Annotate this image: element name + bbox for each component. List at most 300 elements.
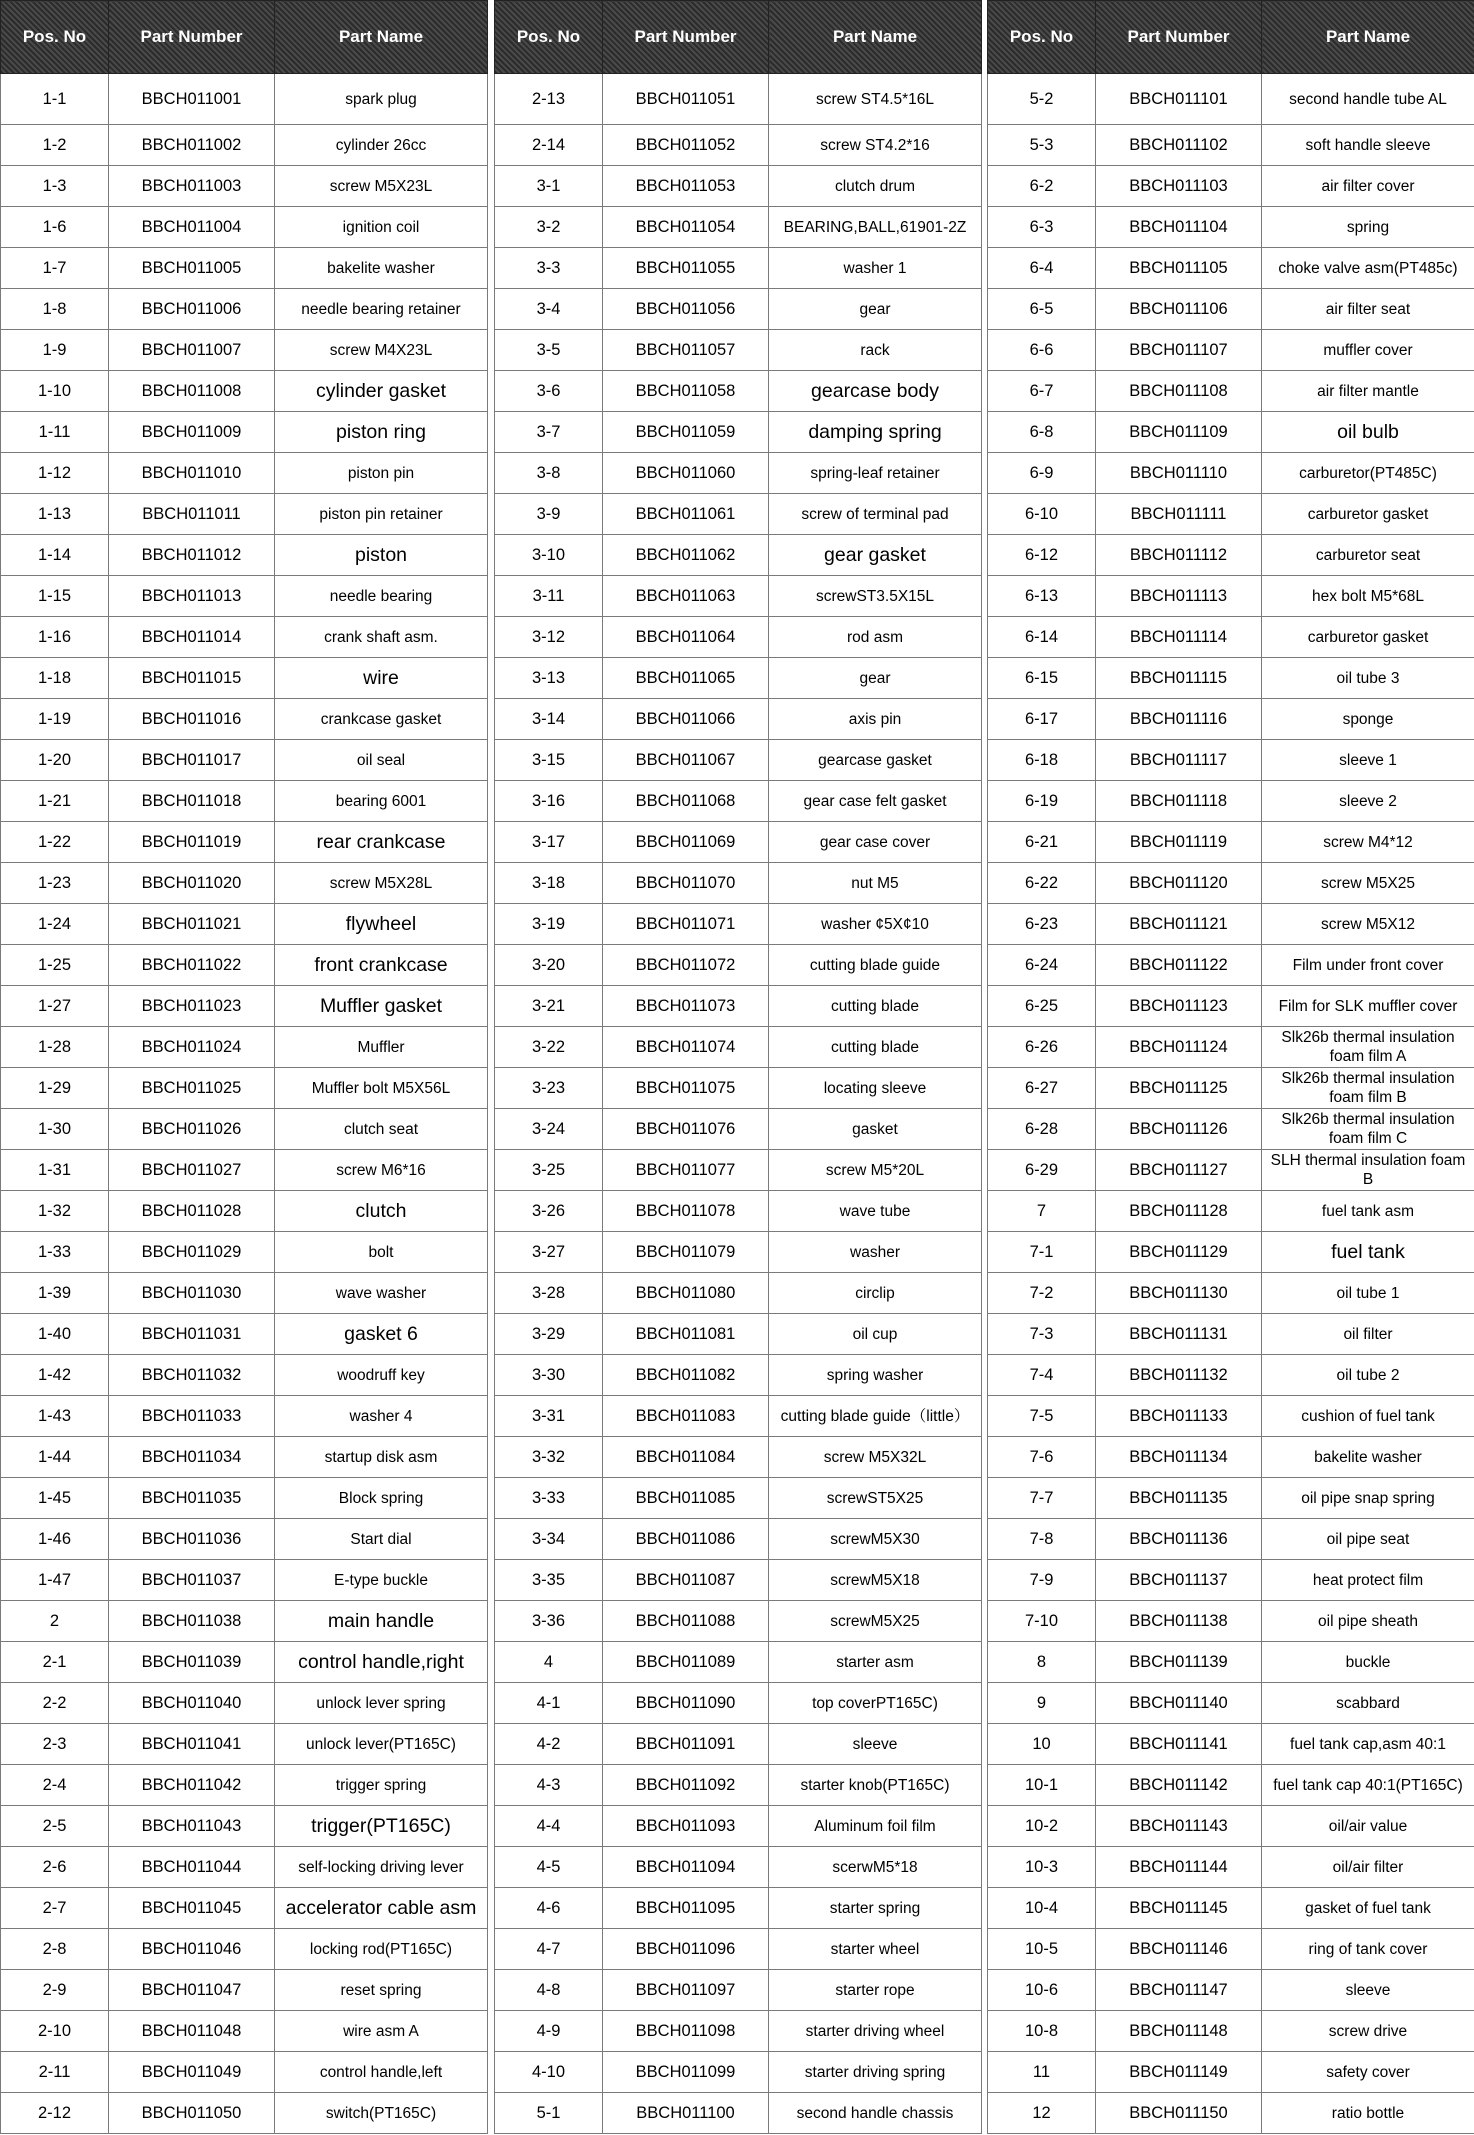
part-name-cell: safety cover — [1262, 2052, 1474, 2093]
table-row — [495, 822, 982, 863]
table-row — [495, 658, 982, 699]
table-row — [988, 1027, 1474, 1068]
pos-no-cell: 10-1 — [988, 1765, 1096, 1806]
pos-no-cell: 2-2 — [1, 1683, 109, 1724]
part-number-cell: BBCH011034 — [109, 1437, 275, 1478]
part-name-cell: sleeve — [1262, 1970, 1474, 2011]
part-number-cell: BBCH011142 — [1096, 1765, 1262, 1806]
part-name-cell: gearcase gasket — [769, 740, 982, 781]
part-number-cell: BBCH011073 — [603, 986, 769, 1027]
part-number-cell: BBCH011009 — [109, 412, 275, 453]
pos-no-cell: 11 — [988, 2052, 1096, 2093]
pos-no-cell: 4-6 — [495, 1888, 603, 1929]
part-name-cell: starter knob(PT165C) — [769, 1765, 982, 1806]
part-name-cell: E-type buckle — [275, 1560, 488, 1601]
table-row — [495, 2093, 982, 2134]
part-number-cell: BBCH011089 — [603, 1642, 769, 1683]
part-name-cell: sleeve 1 — [1262, 740, 1474, 781]
header-part-number: Part Number — [109, 1, 275, 74]
table-row — [495, 330, 982, 371]
part-number-cell: BBCH011086 — [603, 1519, 769, 1560]
part-number-cell: BBCH011011 — [109, 494, 275, 535]
table-row — [1, 1437, 488, 1478]
part-number-cell: BBCH011004 — [109, 207, 275, 248]
table-row — [495, 289, 982, 330]
part-number-cell: BBCH011053 — [603, 166, 769, 207]
part-number-cell: BBCH011120 — [1096, 863, 1262, 904]
part-name-cell: washer ¢5X¢10 — [769, 904, 982, 945]
part-name-cell: screw M6*16 — [275, 1150, 488, 1191]
table-row — [1, 1068, 488, 1109]
part-name-cell: screwST5X25 — [769, 1478, 982, 1519]
part-name-cell: washer 4 — [275, 1396, 488, 1437]
part-name-cell: air filter mantle — [1262, 371, 1474, 412]
table-row — [1, 1109, 488, 1150]
part-name-cell: screw M5X28L — [275, 863, 488, 904]
part-number-cell: BBCH011070 — [603, 863, 769, 904]
table-row — [1, 1642, 488, 1683]
pos-no-cell: 2 — [1, 1601, 109, 1642]
part-name-cell: cylinder gasket — [275, 371, 488, 412]
table-row — [495, 74, 982, 125]
pos-no-cell: 2-6 — [1, 1847, 109, 1888]
table-row — [495, 1765, 982, 1806]
pos-no-cell: 1-32 — [1, 1191, 109, 1232]
part-number-cell: BBCH011083 — [603, 1396, 769, 1437]
part-number-cell: BBCH011081 — [603, 1314, 769, 1355]
pos-no-cell: 3-23 — [495, 1068, 603, 1109]
pos-no-cell: 10-3 — [988, 1847, 1096, 1888]
table-row — [495, 1683, 982, 1724]
part-number-cell: BBCH011098 — [603, 2011, 769, 2052]
parts-table-3 — [987, 0, 1474, 2134]
pos-no-cell: 2-8 — [1, 1929, 109, 1970]
part-name-cell: washer — [769, 1232, 982, 1273]
part-number-cell: BBCH011001 — [109, 74, 275, 125]
part-name-cell: flywheel — [275, 904, 488, 945]
part-number-cell: BBCH011095 — [603, 1888, 769, 1929]
pos-no-cell: 6-18 — [988, 740, 1096, 781]
part-number-cell: BBCH011010 — [109, 453, 275, 494]
pos-no-cell: 3-6 — [495, 371, 603, 412]
pos-no-cell: 1-7 — [1, 248, 109, 289]
table-row — [1, 658, 488, 699]
part-name-cell: starter driving spring — [769, 2052, 982, 2093]
part-name-cell: choke valve asm(PT485c) — [1262, 248, 1474, 289]
part-number-cell: BBCH011102 — [1096, 125, 1262, 166]
part-number-cell: BBCH011087 — [603, 1560, 769, 1601]
part-number-cell: BBCH011122 — [1096, 945, 1262, 986]
part-name-cell: screw M5X12 — [1262, 904, 1474, 945]
table-row — [988, 1150, 1474, 1191]
part-number-cell: BBCH011061 — [603, 494, 769, 535]
part-name-cell: trigger spring — [275, 1765, 488, 1806]
part-number-cell: BBCH011119 — [1096, 822, 1262, 863]
part-number-cell: BBCH011007 — [109, 330, 275, 371]
table-row — [988, 535, 1474, 576]
part-number-cell: BBCH011021 — [109, 904, 275, 945]
part-name-cell: circlip — [769, 1273, 982, 1314]
table-row — [495, 1806, 982, 1847]
table-row — [988, 1970, 1474, 2011]
table-row — [988, 1355, 1474, 1396]
part-name-cell: fuel tank cap,asm 40:1 — [1262, 1724, 1474, 1765]
table-row — [988, 2093, 1474, 2134]
part-name-cell: screw M5X25 — [1262, 863, 1474, 904]
header-part-number: Part Number — [1096, 1, 1262, 74]
table-row — [988, 986, 1474, 1027]
pos-no-cell: 2-11 — [1, 2052, 109, 2093]
table-row — [495, 1232, 982, 1273]
part-number-cell: BBCH011093 — [603, 1806, 769, 1847]
pos-no-cell: 9 — [988, 1683, 1096, 1724]
table-row — [1, 1232, 488, 1273]
pos-no-cell: 1-24 — [1, 904, 109, 945]
part-number-cell: BBCH011048 — [109, 2011, 275, 2052]
table-row — [988, 945, 1474, 986]
part-number-cell: BBCH011038 — [109, 1601, 275, 1642]
part-number-cell: BBCH011049 — [109, 2052, 275, 2093]
table-row — [1, 535, 488, 576]
pos-no-cell: 3-34 — [495, 1519, 603, 1560]
table-row — [988, 1683, 1474, 1724]
table-row — [988, 1478, 1474, 1519]
part-number-cell: BBCH011139 — [1096, 1642, 1262, 1683]
table-row — [495, 1273, 982, 1314]
pos-no-cell: 3-18 — [495, 863, 603, 904]
part-name-cell: screw M4X23L — [275, 330, 488, 371]
part-name-cell: spring-leaf retainer — [769, 453, 982, 494]
part-number-cell: BBCH011033 — [109, 1396, 275, 1437]
pos-no-cell: 3-26 — [495, 1191, 603, 1232]
pos-no-cell: 10 — [988, 1724, 1096, 1765]
part-number-cell: BBCH011133 — [1096, 1396, 1262, 1437]
part-name-cell: spring washer — [769, 1355, 982, 1396]
pos-no-cell: 10-2 — [988, 1806, 1096, 1847]
part-number-cell: BBCH011015 — [109, 658, 275, 699]
pos-no-cell: 10-6 — [988, 1970, 1096, 2011]
header-part-name: Part Name — [769, 1, 982, 74]
part-number-cell: BBCH011141 — [1096, 1724, 1262, 1765]
part-number-cell: BBCH011113 — [1096, 576, 1262, 617]
table-row — [495, 1642, 982, 1683]
pos-no-cell: 3-4 — [495, 289, 603, 330]
part-number-cell: BBCH011143 — [1096, 1806, 1262, 1847]
part-number-cell: BBCH011147 — [1096, 1970, 1262, 2011]
part-name-cell: switch(PT165C) — [275, 2093, 488, 2134]
part-number-cell: BBCH011126 — [1096, 1109, 1262, 1150]
pos-no-cell: 1-30 — [1, 1109, 109, 1150]
table-row — [1, 1314, 488, 1355]
part-number-cell: BBCH011056 — [603, 289, 769, 330]
table-row — [495, 412, 982, 453]
part-name-cell: gasket of fuel tank — [1262, 1888, 1474, 1929]
pos-no-cell: 4 — [495, 1642, 603, 1683]
pos-no-cell: 10-8 — [988, 2011, 1096, 2052]
part-number-cell: BBCH011029 — [109, 1232, 275, 1273]
part-number-cell: BBCH011050 — [109, 2093, 275, 2134]
table-row — [988, 1068, 1474, 1109]
table-row — [1, 1519, 488, 1560]
table-row — [1, 1191, 488, 1232]
pos-no-cell: 3-12 — [495, 617, 603, 658]
pos-no-cell: 3-15 — [495, 740, 603, 781]
table-row — [1, 330, 488, 371]
table-row — [988, 1109, 1474, 1150]
pos-no-cell: 7-4 — [988, 1355, 1096, 1396]
part-number-cell: BBCH011149 — [1096, 2052, 1262, 2093]
pos-no-cell: 2-7 — [1, 1888, 109, 1929]
part-name-cell: scerwM5*18 — [769, 1847, 982, 1888]
pos-no-cell: 6-10 — [988, 494, 1096, 535]
part-name-cell: wire — [275, 658, 488, 699]
part-number-cell: BBCH011112 — [1096, 535, 1262, 576]
part-number-cell: BBCH011005 — [109, 248, 275, 289]
part-name-cell: nut M5 — [769, 863, 982, 904]
part-number-cell: BBCH011019 — [109, 822, 275, 863]
part-number-cell: BBCH011036 — [109, 1519, 275, 1560]
part-name-cell: screwM5X30 — [769, 1519, 982, 1560]
part-name-cell: second handle tube AL — [1262, 74, 1474, 125]
pos-no-cell: 1-16 — [1, 617, 109, 658]
part-number-cell: BBCH011106 — [1096, 289, 1262, 330]
part-name-cell: starter wheel — [769, 1929, 982, 1970]
table-row — [988, 740, 1474, 781]
part-name-cell: gear — [769, 289, 982, 330]
pos-no-cell: 1-23 — [1, 863, 109, 904]
pos-no-cell: 3-1 — [495, 166, 603, 207]
table-row — [1, 781, 488, 822]
table-row — [1, 1970, 488, 2011]
part-number-cell: BBCH011042 — [109, 1765, 275, 1806]
part-number-cell: BBCH011058 — [603, 371, 769, 412]
part-number-cell: BBCH011129 — [1096, 1232, 1262, 1273]
pos-no-cell: 4-7 — [495, 1929, 603, 1970]
pos-no-cell: 3-30 — [495, 1355, 603, 1396]
part-number-cell: BBCH011101 — [1096, 74, 1262, 125]
part-name-cell: cylinder 26cc — [275, 125, 488, 166]
table-row — [495, 248, 982, 289]
part-number-cell: BBCH011062 — [603, 535, 769, 576]
pos-no-cell: 3-8 — [495, 453, 603, 494]
part-name-cell: gear case felt gasket — [769, 781, 982, 822]
table-row — [1, 494, 488, 535]
table-row — [495, 1396, 982, 1437]
part-number-cell: BBCH011018 — [109, 781, 275, 822]
part-name-cell: Muffler gasket — [275, 986, 488, 1027]
part-name-cell: fuel tank — [1262, 1232, 1474, 1273]
table-row — [988, 1765, 1474, 1806]
part-name-cell: screw ST4.2*16 — [769, 125, 982, 166]
pos-no-cell: 6-17 — [988, 699, 1096, 740]
pos-no-cell: 1-2 — [1, 125, 109, 166]
part-name-cell: ring of tank cover — [1262, 1929, 1474, 1970]
part-name-cell: BEARING,BALL,61901-2Z — [769, 207, 982, 248]
pos-no-cell: 6-19 — [988, 781, 1096, 822]
part-name-cell: Slk26b thermal insulation foam film C — [1262, 1109, 1474, 1150]
table-row — [495, 535, 982, 576]
pos-no-cell: 6-22 — [988, 863, 1096, 904]
part-number-cell: BBCH011136 — [1096, 1519, 1262, 1560]
pos-no-cell: 3-28 — [495, 1273, 603, 1314]
pos-no-cell: 2-5 — [1, 1806, 109, 1847]
table-row — [1, 2093, 488, 2134]
table-row — [1, 1765, 488, 1806]
table-row — [1, 576, 488, 617]
table-row — [988, 494, 1474, 535]
table-row — [495, 1560, 982, 1601]
pos-no-cell: 2-9 — [1, 1970, 109, 2011]
part-name-cell: starter asm — [769, 1642, 982, 1683]
pos-no-cell: 3-21 — [495, 986, 603, 1027]
part-number-cell: BBCH011066 — [603, 699, 769, 740]
part-name-cell: muffler cover — [1262, 330, 1474, 371]
pos-no-cell: 1-28 — [1, 1027, 109, 1068]
part-number-cell: BBCH011026 — [109, 1109, 275, 1150]
part-number-cell: BBCH011054 — [603, 207, 769, 248]
part-number-cell: BBCH011002 — [109, 125, 275, 166]
pos-no-cell: 6-3 — [988, 207, 1096, 248]
pos-no-cell: 7-5 — [988, 1396, 1096, 1437]
pos-no-cell: 7-7 — [988, 1478, 1096, 1519]
table-row — [1, 125, 488, 166]
part-number-cell: BBCH011150 — [1096, 2093, 1262, 2134]
pos-no-cell: 2-3 — [1, 1724, 109, 1765]
table-row — [1, 863, 488, 904]
pos-no-cell: 1-8 — [1, 289, 109, 330]
pos-no-cell: 6-8 — [988, 412, 1096, 453]
part-number-cell: BBCH011028 — [109, 1191, 275, 1232]
table-row — [495, 1847, 982, 1888]
part-name-cell: sleeve 2 — [1262, 781, 1474, 822]
table-row — [988, 617, 1474, 658]
part-number-cell: BBCH011013 — [109, 576, 275, 617]
part-name-cell: cutting blade guide — [769, 945, 982, 986]
table-row — [988, 1232, 1474, 1273]
pos-no-cell: 1-15 — [1, 576, 109, 617]
part-name-cell: screw ST4.5*16L — [769, 74, 982, 125]
pos-no-cell: 2-4 — [1, 1765, 109, 1806]
part-name-cell: unlock lever(PT165C) — [275, 1724, 488, 1765]
part-name-cell: oil/air filter — [1262, 1847, 1474, 1888]
table-row — [1, 1355, 488, 1396]
part-name-cell: gear case cover — [769, 822, 982, 863]
table-row — [495, 617, 982, 658]
pos-no-cell: 2-12 — [1, 2093, 109, 2134]
pos-no-cell: 6-6 — [988, 330, 1096, 371]
part-number-cell: BBCH011132 — [1096, 1355, 1262, 1396]
part-number-cell: BBCH011092 — [603, 1765, 769, 1806]
part-number-cell: BBCH011123 — [1096, 986, 1262, 1027]
part-name-cell: spark plug — [275, 74, 488, 125]
part-number-cell: BBCH011145 — [1096, 1888, 1262, 1929]
pos-no-cell: 4-1 — [495, 1683, 603, 1724]
pos-no-cell: 4-8 — [495, 1970, 603, 2011]
pos-no-cell: 3-11 — [495, 576, 603, 617]
table-row — [1, 617, 488, 658]
table-row — [988, 1724, 1474, 1765]
table-row — [988, 1642, 1474, 1683]
table-row — [1, 1560, 488, 1601]
table-row — [1, 1888, 488, 1929]
part-name-cell: cutting blade — [769, 986, 982, 1027]
pos-no-cell: 4-9 — [495, 2011, 603, 2052]
part-number-cell: BBCH011030 — [109, 1273, 275, 1314]
table-row — [495, 207, 982, 248]
table-row — [1, 1150, 488, 1191]
part-name-cell: bearing 6001 — [275, 781, 488, 822]
table-row — [1, 1724, 488, 1765]
pos-no-cell: 4-4 — [495, 1806, 603, 1847]
part-number-cell: BBCH011091 — [603, 1724, 769, 1765]
pos-no-cell: 1-6 — [1, 207, 109, 248]
pos-no-cell: 3-17 — [495, 822, 603, 863]
part-name-cell: clutch seat — [275, 1109, 488, 1150]
part-name-cell: oil pipe seat — [1262, 1519, 1474, 1560]
table-row — [988, 1601, 1474, 1642]
part-number-cell: BBCH011111 — [1096, 494, 1262, 535]
part-name-cell: air filter seat — [1262, 289, 1474, 330]
part-number-cell: BBCH011138 — [1096, 1601, 1262, 1642]
pos-no-cell: 6-24 — [988, 945, 1096, 986]
table-row — [1, 207, 488, 248]
pos-no-cell: 1-1 — [1, 74, 109, 125]
table-row — [988, 576, 1474, 617]
part-name-cell: bakelite washer — [1262, 1437, 1474, 1478]
part-number-cell: BBCH011110 — [1096, 453, 1262, 494]
pos-no-cell: 3-7 — [495, 412, 603, 453]
part-name-cell: Block spring — [275, 1478, 488, 1519]
pos-no-cell: 1-47 — [1, 1560, 109, 1601]
pos-no-cell: 2-13 — [495, 74, 603, 125]
pos-no-cell: 1-18 — [1, 658, 109, 699]
part-name-cell: rod asm — [769, 617, 982, 658]
part-number-cell: BBCH011131 — [1096, 1314, 1262, 1355]
table-row — [495, 125, 982, 166]
table-row — [1, 1929, 488, 1970]
pos-no-cell: 6-23 — [988, 904, 1096, 945]
part-name-cell: control handle,left — [275, 2052, 488, 2093]
table-row — [988, 125, 1474, 166]
part-number-cell: BBCH011006 — [109, 289, 275, 330]
part-number-cell: BBCH011107 — [1096, 330, 1262, 371]
pos-no-cell: 7-9 — [988, 1560, 1096, 1601]
part-name-cell: gearcase body — [769, 371, 982, 412]
part-name-cell: sleeve — [769, 1724, 982, 1765]
part-number-cell: BBCH011140 — [1096, 1683, 1262, 1724]
part-number-cell: BBCH011130 — [1096, 1273, 1262, 1314]
header-pos-no: Pos. No — [495, 1, 603, 74]
part-name-cell: spring — [1262, 207, 1474, 248]
part-name-cell: startup disk asm — [275, 1437, 488, 1478]
part-number-cell: BBCH011109 — [1096, 412, 1262, 453]
part-number-cell: BBCH011114 — [1096, 617, 1262, 658]
pos-no-cell: 1-14 — [1, 535, 109, 576]
table-row — [495, 576, 982, 617]
part-name-cell: buckle — [1262, 1642, 1474, 1683]
table-row — [988, 453, 1474, 494]
part-name-cell: locating sleeve — [769, 1068, 982, 1109]
part-number-cell: BBCH011135 — [1096, 1478, 1262, 1519]
part-name-cell: bolt — [275, 1232, 488, 1273]
table-row — [1, 371, 488, 412]
part-name-cell: Film under front cover — [1262, 945, 1474, 986]
part-number-cell: BBCH011031 — [109, 1314, 275, 1355]
part-name-cell: gasket 6 — [275, 1314, 488, 1355]
table-row — [1, 1601, 488, 1642]
part-number-cell: BBCH011008 — [109, 371, 275, 412]
pos-no-cell: 10-4 — [988, 1888, 1096, 1929]
